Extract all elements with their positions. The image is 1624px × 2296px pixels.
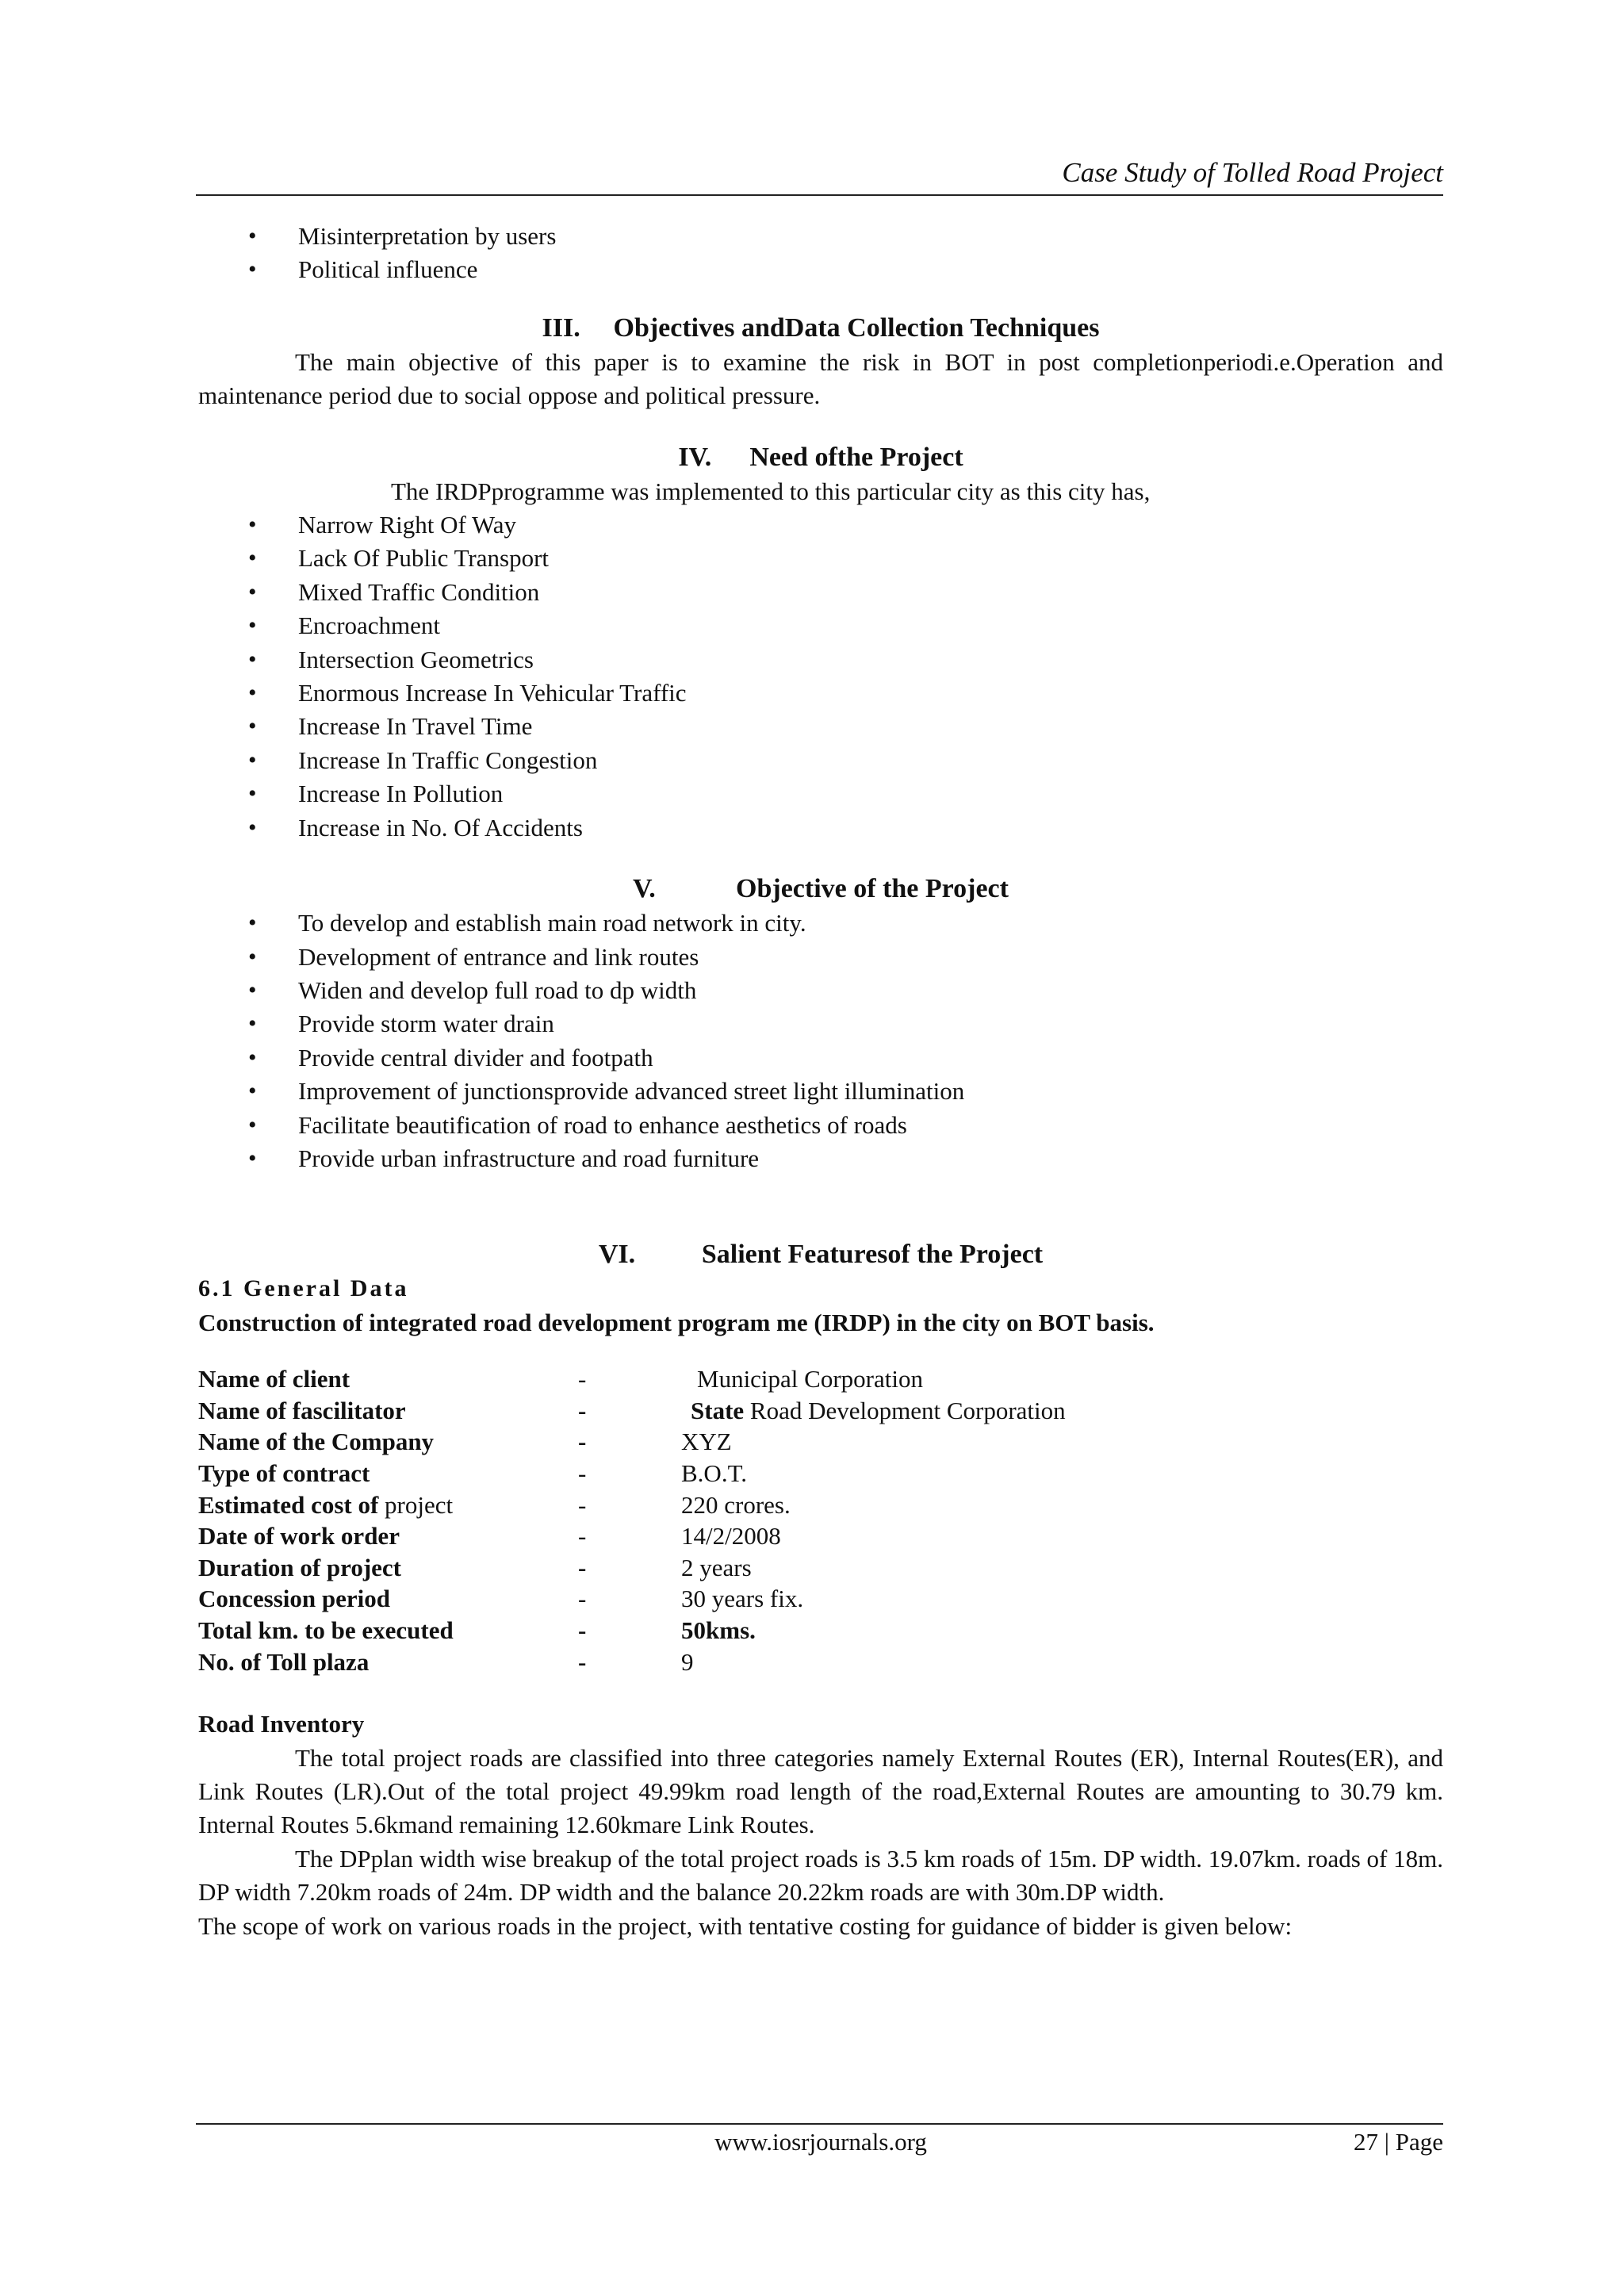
section-heading-3 [198,311,1443,346]
field-value: 30 years fix. [681,1585,804,1613]
table-row [198,1426,1066,1458]
field-label: No. of Toll plaza [198,1647,370,1676]
field-dash: - [578,1458,587,1487]
section-title: Need ofthe Project [749,442,963,472]
list-item: • Mixed Traffic Condition [198,576,1443,609]
field-label: Total km. to be executed [198,1616,454,1644]
field-value: 9 [681,1647,694,1676]
section-number: III. [542,312,580,343]
list-item: • To develop and establish main road network in city. [198,907,1443,940]
field-dash: - [578,1396,587,1424]
field-dash: - [578,1365,587,1393]
section-title: Objectives andData Collection Techniques [613,312,1100,343]
field-label [198,1489,578,1521]
field-label: Name of client [198,1365,350,1393]
section-heading-6 [198,1237,1443,1272]
list-item: • Increase In Travel Time [198,710,1443,743]
general-data-table [198,1363,1066,1677]
field-value: XYZ [681,1428,732,1456]
field-dash: - [578,1490,587,1519]
field-value-rest: Road Development Corporation [744,1396,1066,1424]
list-item: • Increase In Traffic Congestion [198,744,1443,777]
field-label: Concession period [198,1585,390,1613]
list-item: • Misinterpretation by users [198,220,1443,253]
list-item: • Increase in No. Of Accidents [198,811,1443,845]
table-row [198,1583,1066,1615]
road-inventory-para-1: The total project roads are classified into three categories namely External Routes (ER), Internal Routes(ER), and Link Routes (LR).Out of the total project 49.99km road length of the road,External Routes are amounting to 30.79 km. Internal Routes 5.6kmand remaining 12.60kmare Link Routes. [198,1743,1443,1839]
road-inventory-para-3: The scope of work on various roads in the project, with tentative costing for guidance of bidder is given below: [198,1911,1293,1940]
list-item: • Improvement of junctionsprovide advanced street light illumination [198,1075,1443,1108]
footer-page-number: 27 | Page [1354,2128,1443,2156]
field-dash: - [578,1585,587,1613]
section-title: Salient Featuresof the Project [701,1240,1044,1270]
field-label-bold: Estimated cost of [198,1490,379,1519]
list-item: • Widen and develop full road to dp width [198,974,1443,1007]
field-label: Name of the Company [198,1428,435,1456]
list-item: • Development of entrance and link routes [198,941,1443,974]
section-number: IV. [678,442,712,472]
section-heading-5 [198,872,1443,907]
field-value: 220 crores. [681,1490,791,1519]
list-item: • Intersection Geometrics [198,643,1443,677]
table-row [198,1489,1066,1521]
field-value-bold: State [691,1396,745,1424]
table-row [198,1363,1066,1395]
field-value: 2 years [681,1553,752,1581]
field-value: B.O.T. [681,1458,747,1487]
list-item: • Political influence [198,253,1443,286]
list-item: • Provide central divider and footpath [198,1041,1443,1075]
field-label: Duration of project [198,1553,401,1581]
subsection-heading: 6.1 General Data [198,1275,409,1302]
section-heading-4 [198,440,1443,475]
table-row [198,1552,1066,1584]
field-label: Date of work order [198,1522,400,1550]
table-row [198,1458,1066,1489]
road-inventory-para-2: The DPplan width wise breakup of the total project roads is 3.5 km roads of 15m. DP width. 19.07km. roads of 18m. DP width 7.20km roads of 24m. DP width and the balance 20.22km roads are with 30m.DP width. [198,1844,1443,1907]
field-label: Type of contract [198,1458,370,1487]
table-row [198,1646,1066,1678]
list-item: • Facilitate beautification of road to enhance aesthetics of roads [198,1109,1443,1142]
top-bullet-list [198,220,1443,287]
list-item: • Enormous Increase In Vehicular Traffic [198,677,1443,710]
list-item: • Encroachment [198,609,1443,642]
field-value: 14/2/2008 [681,1522,781,1550]
field-dash: - [578,1522,587,1550]
list-item: • Provide urban infrastructure and road furniture [198,1142,1443,1175]
field-value [681,1395,1066,1427]
field-dash: - [578,1647,587,1676]
section-3-body: The main objective of this paper is to examine the risk in BOT in post completionperiodi.e.Operation and maintenance period due to social oppose and political pressure. [198,347,1443,410]
table-row [198,1615,1066,1646]
section-title: Objective of the Project [736,874,1009,904]
field-dash: - [578,1428,587,1456]
section-4-intro: The IRDPprogramme was implemented to this particular city as this city has, [391,477,1151,505]
field-value: 50kms. [681,1616,756,1644]
running-header-title: Case Study of Tolled Road Project [1062,157,1443,188]
footer-rule [196,2123,1443,2125]
list-item: • Increase In Pollution [198,777,1443,811]
page-body [198,220,1443,1943]
need-list [198,508,1443,845]
general-data-lead: Construction of integrated road development program me (IRDP) in the city on BOT basis. [198,1308,1155,1336]
field-label-plain: project [378,1490,454,1519]
list-item: • Provide storm water drain [198,1007,1443,1041]
table-row [198,1395,1066,1427]
footer-website: www.iosrjournals.org [714,2128,927,2156]
list-item: • Narrow Right Of Way [198,508,1443,542]
objective-list [198,907,1443,1175]
list-item: • Lack Of Public Transport [198,542,1443,575]
section-number: V. [633,874,656,904]
header-rule [196,194,1443,196]
field-dash: - [578,1616,587,1644]
table-row [198,1520,1066,1552]
road-inventory-heading: Road Inventory [198,1710,365,1738]
field-value: Municipal Corporation [697,1365,923,1393]
section-number: VI. [598,1240,636,1270]
field-label: Name of fascilitator [198,1396,406,1424]
field-dash: - [578,1553,587,1581]
